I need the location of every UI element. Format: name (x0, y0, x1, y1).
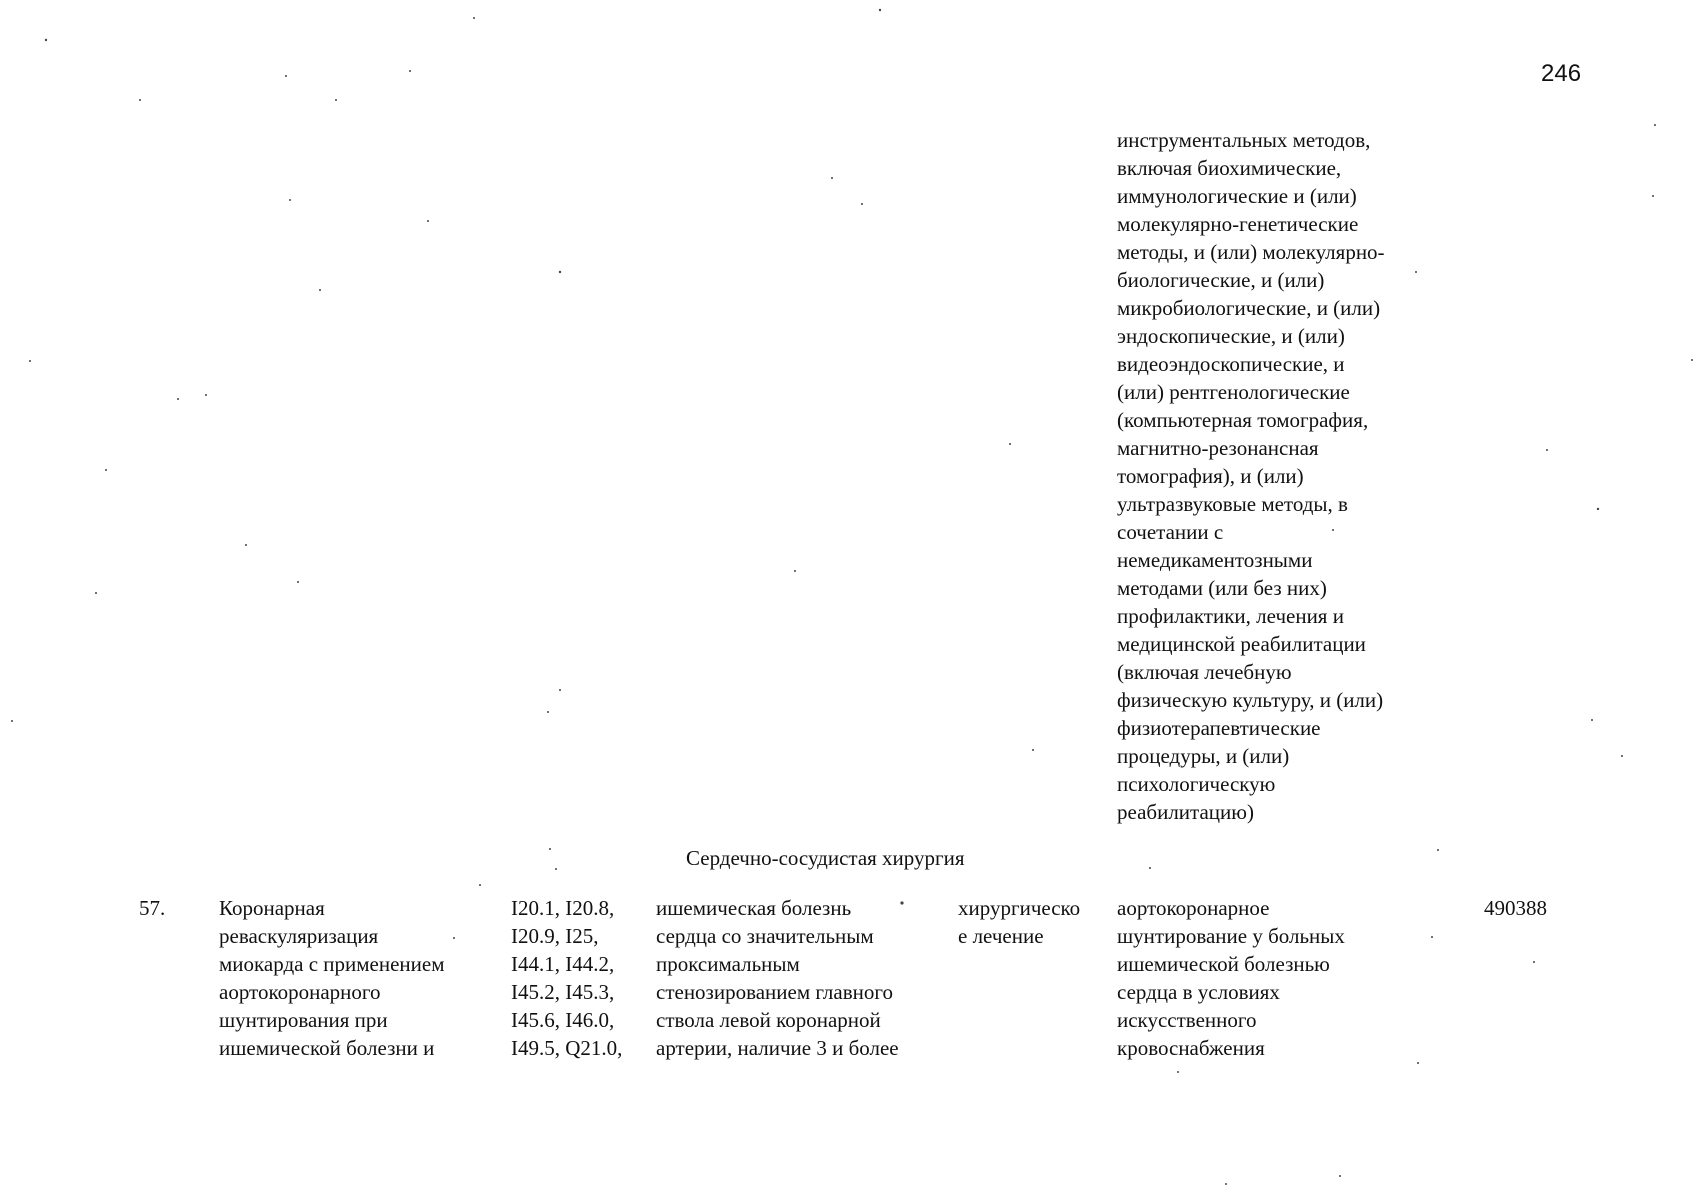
page-number: 246 (1541, 60, 1582, 87)
patient-model: ишемическая болезнь сердца со значительным проксимальным стенозированием главного ствола левой коронарной артерии, наличие 3 и более (656, 896, 899, 1060)
row-number: 57. (139, 896, 166, 920)
icd-codes: I20.1, I20.8, I20.9, I25, I44.1, I44.2, I45.2, I45.3, I45.6, I46.0, I49.5, Q21.0, (511, 896, 623, 1060)
continued-treatment-methods: инструментальных методов, включая биохимические, иммунологические и (или) молекулярно-генетические методы, и (или) молекулярно- биологические, и (или) микробиологические, и (или) эндоскопические, и (или) видеоэндоскопические, и (или) рентгенологические (компьютерная томография, магнитно-резонансная томография), и (или) ультразвуковые методы, в сочетании с немедикаментозными методами (или без них) профилактики, лечения и медицинской реабилитации (включая лечебную физическую культуру, и (или) физиотерапевтические процедуры, и (или) психологическую реабилитацию) (1117, 128, 1385, 824)
standard-cost: 490388 (1484, 896, 1547, 920)
treatment-type: хирургическо е лечение (958, 896, 1081, 948)
care-type-name: Коронарная реваскуляризация миокарда с применением аортокоронарного шунтирования при ишемической болезни и (219, 896, 445, 1060)
section-heading: Сердечно-сосудистая хирургия (686, 846, 965, 870)
treatment-method: аортокоронарное шунтирование у больных ишемической болезнью сердца в условиях искусственного кровоснабжения (1117, 896, 1345, 1060)
